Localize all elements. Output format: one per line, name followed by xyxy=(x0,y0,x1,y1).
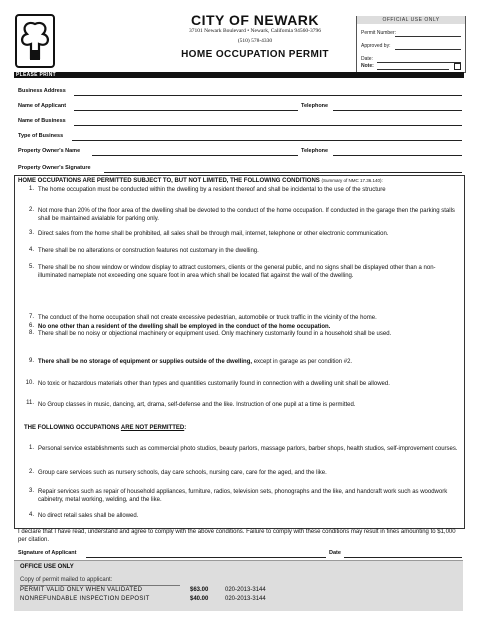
signature-date-label: Date xyxy=(329,550,341,556)
condition-number: 4. xyxy=(28,247,34,253)
business-name-field[interactable] xyxy=(74,125,462,126)
condition-item: Not more than 20% of the floor area of the dwelling shall be devoted to the conduct of the home occupation. If conducted in the garage then the parking stalls shall be maintained avialable for parking only. xyxy=(38,208,455,222)
condition-number: 9. xyxy=(28,358,34,364)
official-date-field[interactable] xyxy=(377,62,461,63)
owner-name-label: Property Owner's Name xyxy=(18,148,81,154)
business-type-label: Type of Business xyxy=(18,133,64,139)
condition-number: 10. xyxy=(25,380,34,386)
condition-item: No toxic or hazardous materials other than types and quantities customarily found in connection with a dwelling unit shall be allowed. xyxy=(38,381,390,387)
business-address-field[interactable] xyxy=(74,95,462,96)
fee-label: PERMIT VALID ONLY WHEN VALIDATED xyxy=(20,587,143,593)
signature-date-field[interactable] xyxy=(344,557,462,558)
fee-amount: $63.00 xyxy=(190,587,209,593)
city-phone: (510) 578-4330 xyxy=(237,38,273,44)
not-permitted-number: 4. xyxy=(28,512,34,518)
business-name-label: Name of Business xyxy=(18,118,66,124)
not-permitted-number: 1. xyxy=(28,445,34,451)
not-permitted-item: Group care services such as nursery schools, day care schools, nursing care, care for the aged, and the like. xyxy=(38,470,327,476)
condition-number: 3. xyxy=(28,230,34,236)
official-use-title: OFFICIAL USE ONLY xyxy=(357,16,465,24)
condition-number: 5. xyxy=(28,264,34,270)
not-permitted-item: Repair services such as repair of household appliances, furniture, radios, television sets, phonographs and the like, and handcraft work such as woodwork cabinetry, metal working, welding, and the like. xyxy=(38,489,448,503)
condition-number: 8. xyxy=(28,330,34,336)
business-type-field[interactable] xyxy=(72,140,462,141)
condition-item: The home occupation must be conducted within the dwelling by a resident thereof and shall be incidental to the use of the structure xyxy=(38,187,386,193)
official-note-label: Note: xyxy=(361,63,374,69)
note-checkbox[interactable] xyxy=(454,63,461,70)
not-permitted-number: 3. xyxy=(28,488,34,494)
permit-number-field[interactable] xyxy=(395,36,461,37)
applicant-name-field[interactable] xyxy=(74,110,298,111)
condition-item: There shall be no show window or window display to attract customers, clients or the general public, and no signs shall be displayed other than a non-illuminated nameplate not exceeding one square foot in area which shall be located flat against the wall of the dwelling. xyxy=(38,265,436,279)
condition-item: Direct sales from the home shall be prohibited, all sales shall be through mail, internet, telephone or other electronic communication. xyxy=(38,231,389,237)
permit-number-label: Permit Number: xyxy=(361,30,397,36)
applicant-signature-field[interactable] xyxy=(86,557,326,558)
condition-item: The conduct of the home occupation shall not create excessive pedestrian, automobile or truck traffic in the vicinity of the home. xyxy=(38,315,377,321)
official-date-label: Date: xyxy=(361,56,373,62)
owner-telephone-field[interactable] xyxy=(333,155,462,156)
fee-account: 020-2013-3144 xyxy=(225,587,266,593)
condition-item: There shall be no noisy or objectional machinery or equipment used. Only machinery customarily found in a household shall be used. xyxy=(38,331,392,337)
official-use-box xyxy=(356,16,466,73)
applicant-telephone-label: Telephone xyxy=(301,103,329,109)
not-permitted-item: Personal service establishments such as commercial photo studios, beauty parlors, massage parlors, barber shops, health studios, self-improvement courses. xyxy=(38,446,458,452)
copy-mailed-label: Copy of permit mailed to applicant: xyxy=(20,577,113,583)
owner-name-field[interactable] xyxy=(92,155,298,156)
applicant-name-label: Name of Applicant xyxy=(18,103,67,109)
conditions-heading: HOME OCCUPATIONS ARE PERMITTED SUBJECT TO, BUT NOT LIMITED, THE FOLLOWING CONDITIONS (Summary of NMC 17.36.140): xyxy=(18,178,383,184)
business-address-label: Business Address xyxy=(18,88,66,94)
applicant-signature-label: Signature of Applicant xyxy=(18,550,77,556)
condition-number: 2. xyxy=(28,207,34,213)
fee-label: NONREFUNDABLE INSPECTION DEPOSIT xyxy=(20,596,150,602)
fee-amount: $40.00 xyxy=(190,596,209,602)
condition-item: There shall be no alterations or construction features not customary in the dwelling. xyxy=(38,248,259,254)
copy-mailed-field[interactable] xyxy=(20,585,180,586)
condition-item: No Group classes in music, dancing, art, drama, self-defense and the like. Instruction of one pupil at a time is permitted. xyxy=(38,402,356,408)
owner-telephone-label: Telephone xyxy=(301,148,329,154)
not-permitted-item: No direct retail sales shall be allowed. xyxy=(38,513,139,519)
not-permitted-number: 2. xyxy=(28,469,34,475)
condition-number: 1. xyxy=(28,186,34,192)
city-logo-icon xyxy=(15,14,55,68)
approved-by-label: Approved by: xyxy=(361,43,391,49)
applicant-telephone-field[interactable] xyxy=(333,110,462,111)
official-note-field[interactable] xyxy=(377,69,449,70)
approved-by-field[interactable] xyxy=(395,49,461,50)
city-address: 37101 Newark Boulevard • Newark, California 94560-3796 xyxy=(189,28,321,34)
condition-number: 6. xyxy=(28,323,34,329)
owner-signature-label: Property Owner's Signature xyxy=(18,165,91,171)
condition-item: There shall be no storage of equipment or supplies outside of the dwelling, except in garage as per condition #2. xyxy=(38,359,353,365)
condition-number: 7. xyxy=(28,314,34,320)
condition-number: 11. xyxy=(26,400,34,406)
not-permitted-heading: THE FOLLOWING OCCUPATIONS ARE NOT PERMITTED: xyxy=(24,425,187,431)
condition-item: No one other than a resident of the dwelling shall be employed in the conduct of the home occupation. xyxy=(38,324,331,330)
form-title: HOME OCCUPATION PERMIT xyxy=(181,49,329,60)
fee-account: 020-2013-3144 xyxy=(225,596,266,602)
declaration-text: I declare that I have read, understand and agree to comply with the above conditions. Failure to comply with these conditions may result in fines amounting to $1,000 per citation. xyxy=(18,529,456,543)
owner-signature-field[interactable] xyxy=(104,172,462,173)
please-print-bar xyxy=(14,72,464,78)
office-use-title: OFFICE USE ONLY xyxy=(20,564,74,570)
please-print-label: PLEASE PRINT xyxy=(16,72,56,78)
city-name: CITY OF NEWARK xyxy=(190,12,320,28)
